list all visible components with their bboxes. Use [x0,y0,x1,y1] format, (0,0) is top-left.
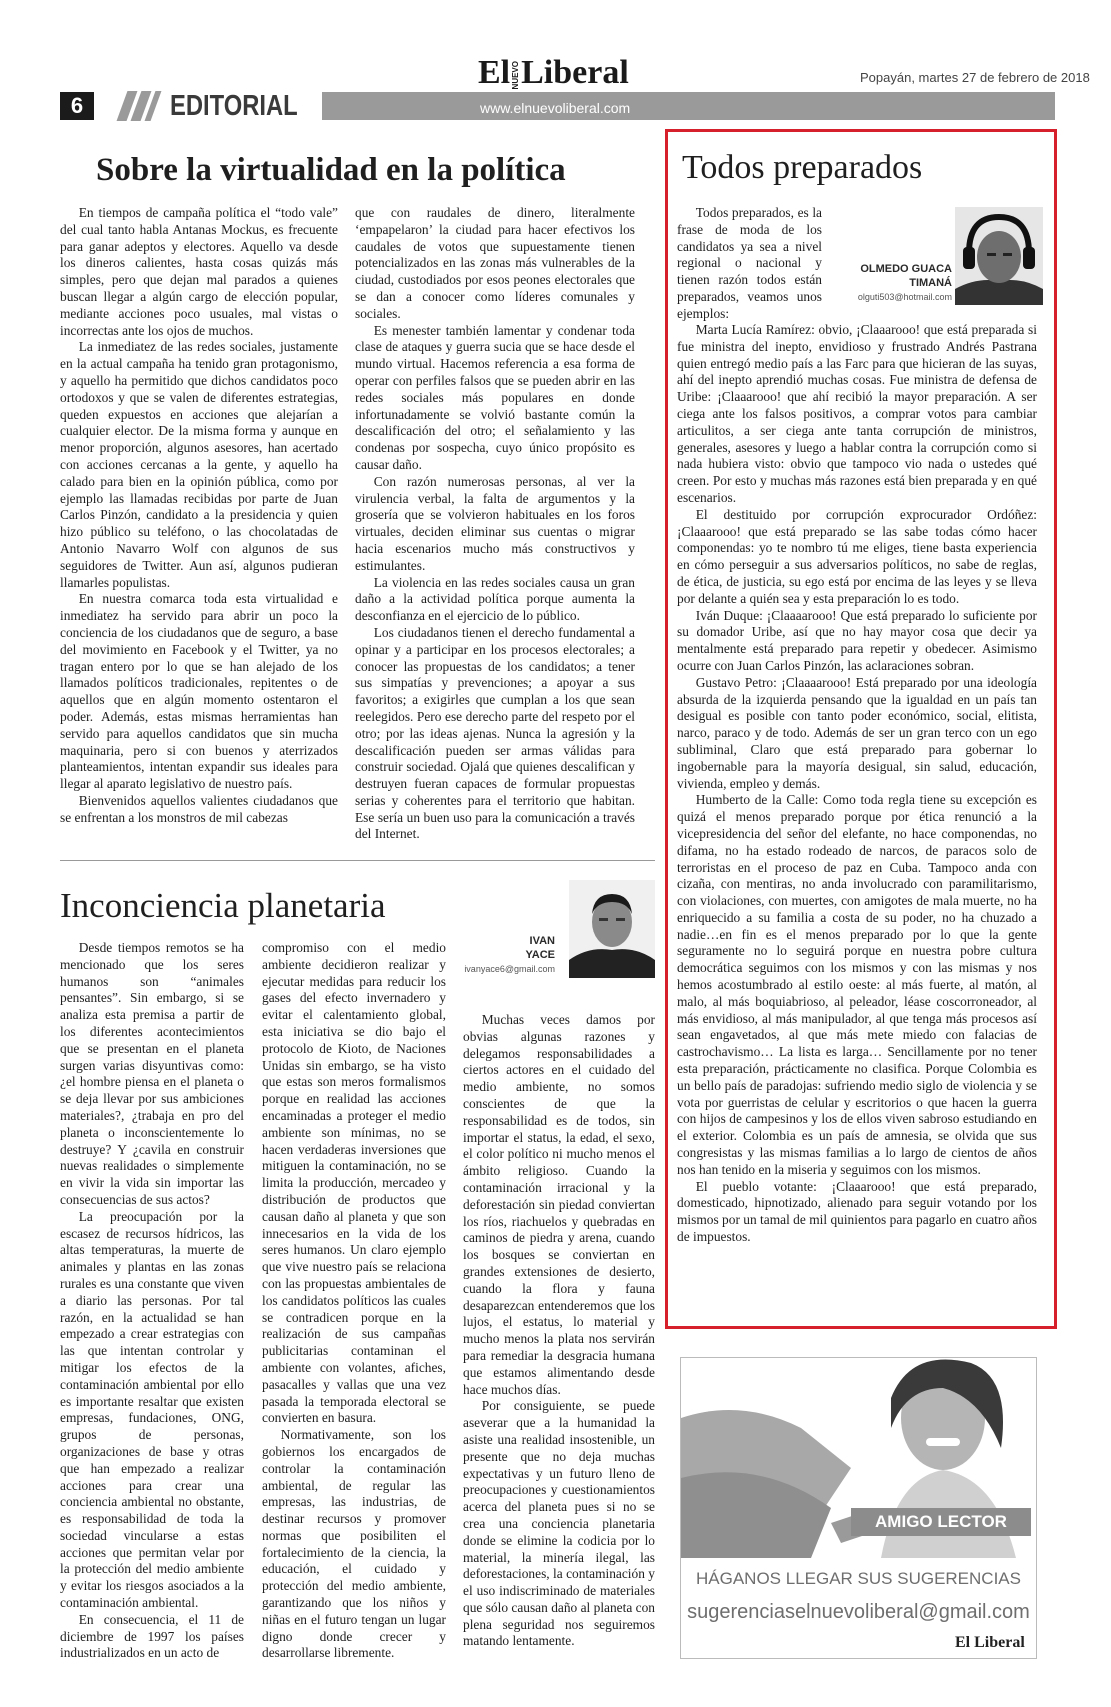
issue-date: Popayán, martes 27 de febrero de 2018 [860,70,1090,85]
paragraph: El pueblo votante: ¡Claaarooo! que está preparado, domesticado, hipnotizado, alienado para seguir votando por los mismos por un tamal de mil quinientos para pagarlo en cuatro años de impuestos. [677,1178,1037,1245]
masthead-logo [478,56,629,90]
author-name: YACE [525,949,555,961]
author-byline-olmedo-guaca [812,262,952,304]
paragraph: En nuestra comarca toda esta virtualidad e inmediatez ha servido para abrir un poco la conciencia de los ciudadanos que de seguro, a base del movimiento en Facebook y el Twitter, ya no tragan entero por lo que se han alejado de los llamados políticos tradicionales, repitentes o de aquellos que en algún momento ostentaron el poder. Además, estas mismas herramientas han servido para aquellos candidatos que sin mucha maquinaria, pero si con buenos y aterrizados planteamientos, intentan expandir sus ideales para llegar al aparato legislativo de nuestro país. [60,591,338,792]
site-url[interactable]: www.elnuevoliberal.com [480,100,631,116]
ad-email-link[interactable]: sugerenciaselnuevoliberal@gmail.com [687,1601,1030,1623]
paragraph: En tiempos de campaña política el “todo vale” del cual tanto habla Antanas Mockus, es frecuente para ganar adeptos y electores. Aquello va desde los dineros calientes, hasta cosas quizás más simples, pero que dejan mal parados a quienes buscan llegar a algún cargo de elección popular, mediante acciones poco usuales, mal vistas o incorrectas ante los ojos de muchos. [60,205,338,338]
logo-nuevo: NUEVO [511,60,521,90]
author-email[interactable]: ivanyace6@gmail.com [464,964,555,974]
todos-intro [677,205,822,323]
ad-heading: HÁGANOS LLEGAR SUS SUGERENCIAS [696,1569,1021,1588]
logo-el: El [478,54,511,91]
paragraph: Muchas veces damos por obvias algunas razones y delegamos responsabilidades a ciertos actores en el cuidado del medio ambiente, no somos conscientes de que la responsabilidad es de todos, sin importar el status, la edad, el sexo, el color político ni mucho menos el ámbito religioso. Cuando la contaminación irracional y la deforestación sin piedad conviertan los ríos, riachuelos y quebradas en caminos de piedra y arena, cuando los bosques se conviertan en grandes extensiones de desierto, cuando la flora y fauna desaparezcan entenderemos que los lujos, el estatus, lo material y mucho menos la plata nos servirán para remediar la desgracia humana que estamos alimentando desde hace muchos días. [463,1012,655,1397]
author-photo-ivan-yace [569,880,655,978]
paragraph: La violencia en las redes sociales causa un gran daño a la actividad política porque aumenta la desconfianza en el ejercicio de lo público. [355,574,635,624]
paragraph: que con raudales de dinero, literalmente ‘empapelaron’ la ciudad para hacer efectivos los caudales de votos que supuestamente tienen potencializados en las zonas más vulnerables de la ciudad, custodiados por esos peones electorales que se dan a conocer como líderes comunales y sociales. [355,205,635,321]
paragraph: Los ciudadanos tienen el derecho fundamental a opinar y a participar en los procesos electorales; a conocer las propuestas de los candidatos; a tener sus simpatías y prevenciones; a apoyar a sus favoritos; a exigirles que cumplan a los que sean reelegidos. Pero ese derecho parte del respeto por el otro; por las ideas ajenas. Nunca la agresión y la descalificación pueden ser armas válidas para construir sociedad. Ojalá que quienes descalifican y destruyen fueran capaces de formular propuestas serias y coherentes para el territorio que habitan. Ese sería un buen uso para la comunicación a través del Internet. [355,624,635,842]
author-byline-ivan-yace [440,934,555,976]
portrait-icon [955,207,1043,305]
paragraph: Todos preparados, es la frase de moda de los candidatos ya sea a nivel regional o nacional y tienen razón todos están preparados, veamos unos ejemplos: [677,205,822,321]
paragraph: Es menester también lamentar y condenar toda clase de ataques y guerra sucia que se hace desde el mundo virtual. Hacemos referencia a esa forma de operar con perfiles falsos que se pueden abrir en las redes sociales más populares en donde infortunadamente se volvió bastante común la descalificación del otro; el señalamiento y las condenas por sospecha, cuyo único propósito es causar daño. [355,322,635,472]
author-email[interactable]: olguti503@hotmail.com [857,292,952,302]
author-name: IVAN [529,935,555,947]
column-title-todos-preparados: Todos preparados [682,149,923,186]
paragraph: La inmediatez de las redes sociales, justamente en la actual campaña ha tenido gran protagonismo, y aquello ha permitido que dichos candidatos poco ortodoxos y que se valen de diferentes estrategias, queden expuestos en acciones que alejarían a cualquier elector. De la misma forma y aunque en menor proporción, algunos asesores, han acertado con acciones cercanas a la gente, y aquello ha calado para bien en la opinión pública, como por ejemplo las llamadas recibidas por parte de Juan Carlos Pinzón, candidato a la presidencia y quien hizo público su teléfono, o las chocolatadas de Antonio Navarro Wolf con algunos de sus seguidores de Twitter. Aun así, algunos pudieran llamarles populistas. [60,339,338,590]
reader-suggestions-ad[interactable] [680,1357,1037,1659]
portrait-icon [569,880,655,978]
paragraph: Normativamente, son los gobiernos los encargados de controlar la contaminación ambiental, de regular las empresas, las industrias, de destinar recursos y promover normas que posibiliten el fortalecimiento de la ciencia, la educación, el cuidado y protección del medio ambiente, garantizando que los niños y niñas en el futuro tengan un lugar digno donde crecer y desarrollarse libremente. [262,1427,446,1661]
inconciencia-column-3 [463,1012,655,1650]
paragraph: Por consiguiente, se puede aseverar que a la humanidad la asiste una realidad insostenible, un presente que no deja muchas expectativas y un futuro lleno de preocupaciones y cuestionamientos acerca del planeta pues si no se crea una conciencia planetaria donde se elimine la codicia por lo material, la minería ilegal, las deforestaciones, la contaminación y el uso indiscriminado de materiales que sólo causan daño al planeta con plena seguridad nos seguiremos matando lentamente. [463,1398,655,1649]
page-number: 6 [60,92,94,120]
todos-body [677,322,1037,1246]
column-title-inconciencia: Inconciencia planetaria [60,886,386,925]
paragraph: compromiso con el medio ambiente decidieron realizar y ejecutar medidas para reducir los gases del efecto invernadero y evitar el calentamiento global, esta iniciativa se dio bajo el protocolo de Kioto, de Naciones Unidas sin embargo, se ha visto que estas son meros formalismos porque en realidad las acciones encaminadas a proteger el medio ambiente son mínimas, no se hacen verdaderas inversiones que mitiguen la contaminación, no se limita la producción, mercadeo y distribución de productos que causan daño al planeta y que son innecesarios en la vida de los seres humanos. Un claro ejemplo que vive nuestro país se relaciona con las propuestas ambientales de los candidatos políticos las cuales se contradicen porque en la realización de sus campañas publicitarias contaminan el ambiente con volantes, afiches, pasacalles y vallas que una vez pasada la temporada electoral se convierten en basura. [262,940,446,1426]
paragraph: Gustavo Petro: ¡Claaaarooo! Está preparado por una ideología absurda de la izquierda pensando que la igualdad en un país tan desigual es posible con tanto poder económico, social, elitista, narco, paraco y de todo. Además de ser un gran terco con un ego subliminal, Claro que está preparado para gobernar lo ingobernable para la mayoría desigual, sin salud, educación, vivienda, empleo y demás. [677,674,1037,791]
ad-label: AMIGO LECTOR [851,1508,1031,1536]
editorial-column-2 [355,205,635,843]
paragraph: En consecuencia, el 11 de diciembre de 1997 los países industrializados en un acto de [60,1611,244,1661]
paragraph: Marta Lucía Ramírez: obvio, ¡Claaarooo! que está preparada si fue ministra del inepto, envidioso y frustrado Andrés Pastrana quien entregó medio país a las Farc para que hicieran de las suyas, ahí del inepto aprendió muchas cosas. Fue ministra de defensa de Uribe: ¡Claaarooo! que ahí recibió la mayor preparación. A ser ciega ante los falsos positivos, a comprar votos para cambiar articulitos, a ser ciega ante tanta corrupción de ministros, generales, asesores y luego a hablar contra la corrupción como si nada hubiera visto: obvio que tampoco vio nada o ustedes qué creen. Por esto y muchas más razones está bien preparada y en qué escenarios. [677,322,1037,505]
author-photo-olmedo-guaca [955,207,1043,305]
logo-liberal: Liberal [521,54,629,91]
paragraph: Con razón numerosas personas, al ver la virulencia verbal, la falta de argumentos y la grosería que se volvieron habituales en los foros virtuales, deciden eliminar sus cuentas o migrar hacia escenarios mucho más constructivos y estimulantes. [355,473,635,573]
author-name: OLMEDO GUACA [860,263,952,275]
inconciencia-column-2 [262,940,446,1662]
paragraph: Bienvenidos aquellos valientes ciudadanos que se enfrentan a los monstros de mil cabezas [60,792,338,825]
editorial-column-1 [60,205,338,826]
editorial-title: Sobre la virtualidad en la política [96,152,566,188]
paragraph: Iván Duque: ¡Claaaarooo! Que está preparado lo suficiente por su domador Uribe, así que no hay mayor cosa que decir ya mentalmente está preparado para repetir y obedecer. Asimismo ocurre con Juan Carlos Pinzón, las aclaraciones sobran. [677,607,1037,673]
paragraph: El destituido por corrupción exprocurador Ordóñez: ¡Claaarooo! que está preparado se las sabe todas cómo hacer componendas: yo te nombro tú me eliges, tiene basta experiencia en cómo perseguir a sus adversarios políticos, no sabe de reglas, de ética, de justicia, su ego está por encima de las leyes y se lleva por delante a quién sea y esta preparación lo es todo. [677,506,1037,606]
paragraph: Humberto de la Calle: Como toda regla tiene su excepción es quizá el menos preparado porque por ética renunció a la vicepresidencia del señor del elefante, no hace componendas, no difama, no ha estado rodeado de narcos, de paracos solo de terroristas en el proceso de paz en Cuba. Tampoco anda con cizaña, con mentiras, no anda involucrado con paramilitarismo, con violaciones, con muertes, con amigotes de mala muerte, no ha enriquecido a su familia a costa de su poder, no ha chuzado a nadie…en fin es el menos preparado por lo que la gente seguramente no lo seguirá porque en nuestra pobre cultura democrática seguimos con los mismos y con las mismas y nos hemos acostumbrado al estilo oeste: al más fuerte, al matón, al malo, al más boquiabrioso, al peleador, léase coscorroneador, al más envidioso, al más manipulador, al que tenga más procesos así sean engavetados, al que más mete miedo con falacias de castrochavismo… La lista es larga… Sencillamente por no tener esta preparación, prácticamente no clasifica. Porque Colombia es un bello país de paradojas: sufriendo medio siglo de violencia y se vota por guerristas de celular y escritorios o que hacen la guerra con hijos de campesinos y los de ellos viven sabroso estudiando en el exterior. Colombia es un país de amnesia, se olvida que sus congresistas y las mismas familias a lo largo de cientos de años nos han tenido en la miseria y seguimos con los mismos. [677,792,1037,1177]
paragraph: La preocupación por la escasez de recursos hídricos, las altas temperaturas, la muerte de animales y plantas en las zonas rurales es una constante que viven a diario las personas. Por tal razón, en la actualidad se han empezado a crear estrategias con las que intentan controlar y mitigar los efectos de la contaminación ambiental por ello es importante resaltar que existen empresas, fundaciones, ONG, grupos de personas, organizaciones de base y otras que han empezado a realizar acciones para crear una conciencia ambiental no obstante, es responsabilidad de toda la sociedad vincularse a estas acciones que permitan velar por la protección del medio ambiente y evitar los riesgos asociados a la contaminación ambiental. [60,1208,244,1611]
paragraph: Desde tiempos remotos se ha mencionado que los seres humanos son “animales pensantes”. Sin embargo, si se analiza esta premisa a partir de los diferentes acontecimientos que se presentan en el planeta surgen varias disyuntivas como: ¿el hombre piensa en el planeta o se deja llevar por sus ambiciones materiales?, ¿trabaja en pro del planeta o inconscientemente lo destruye? Y ¿cavila en construir nuevas realidades o simplemente en vivir la vida sin importar las consecuencias de sus actos? [60,940,244,1207]
inconciencia-column-1 [60,940,244,1662]
section-divider [60,860,655,861]
section-title: EDITORIAL [170,90,298,122]
ad-logo: El Liberal [955,1634,1025,1651]
author-name: TIMANÁ [909,277,952,289]
